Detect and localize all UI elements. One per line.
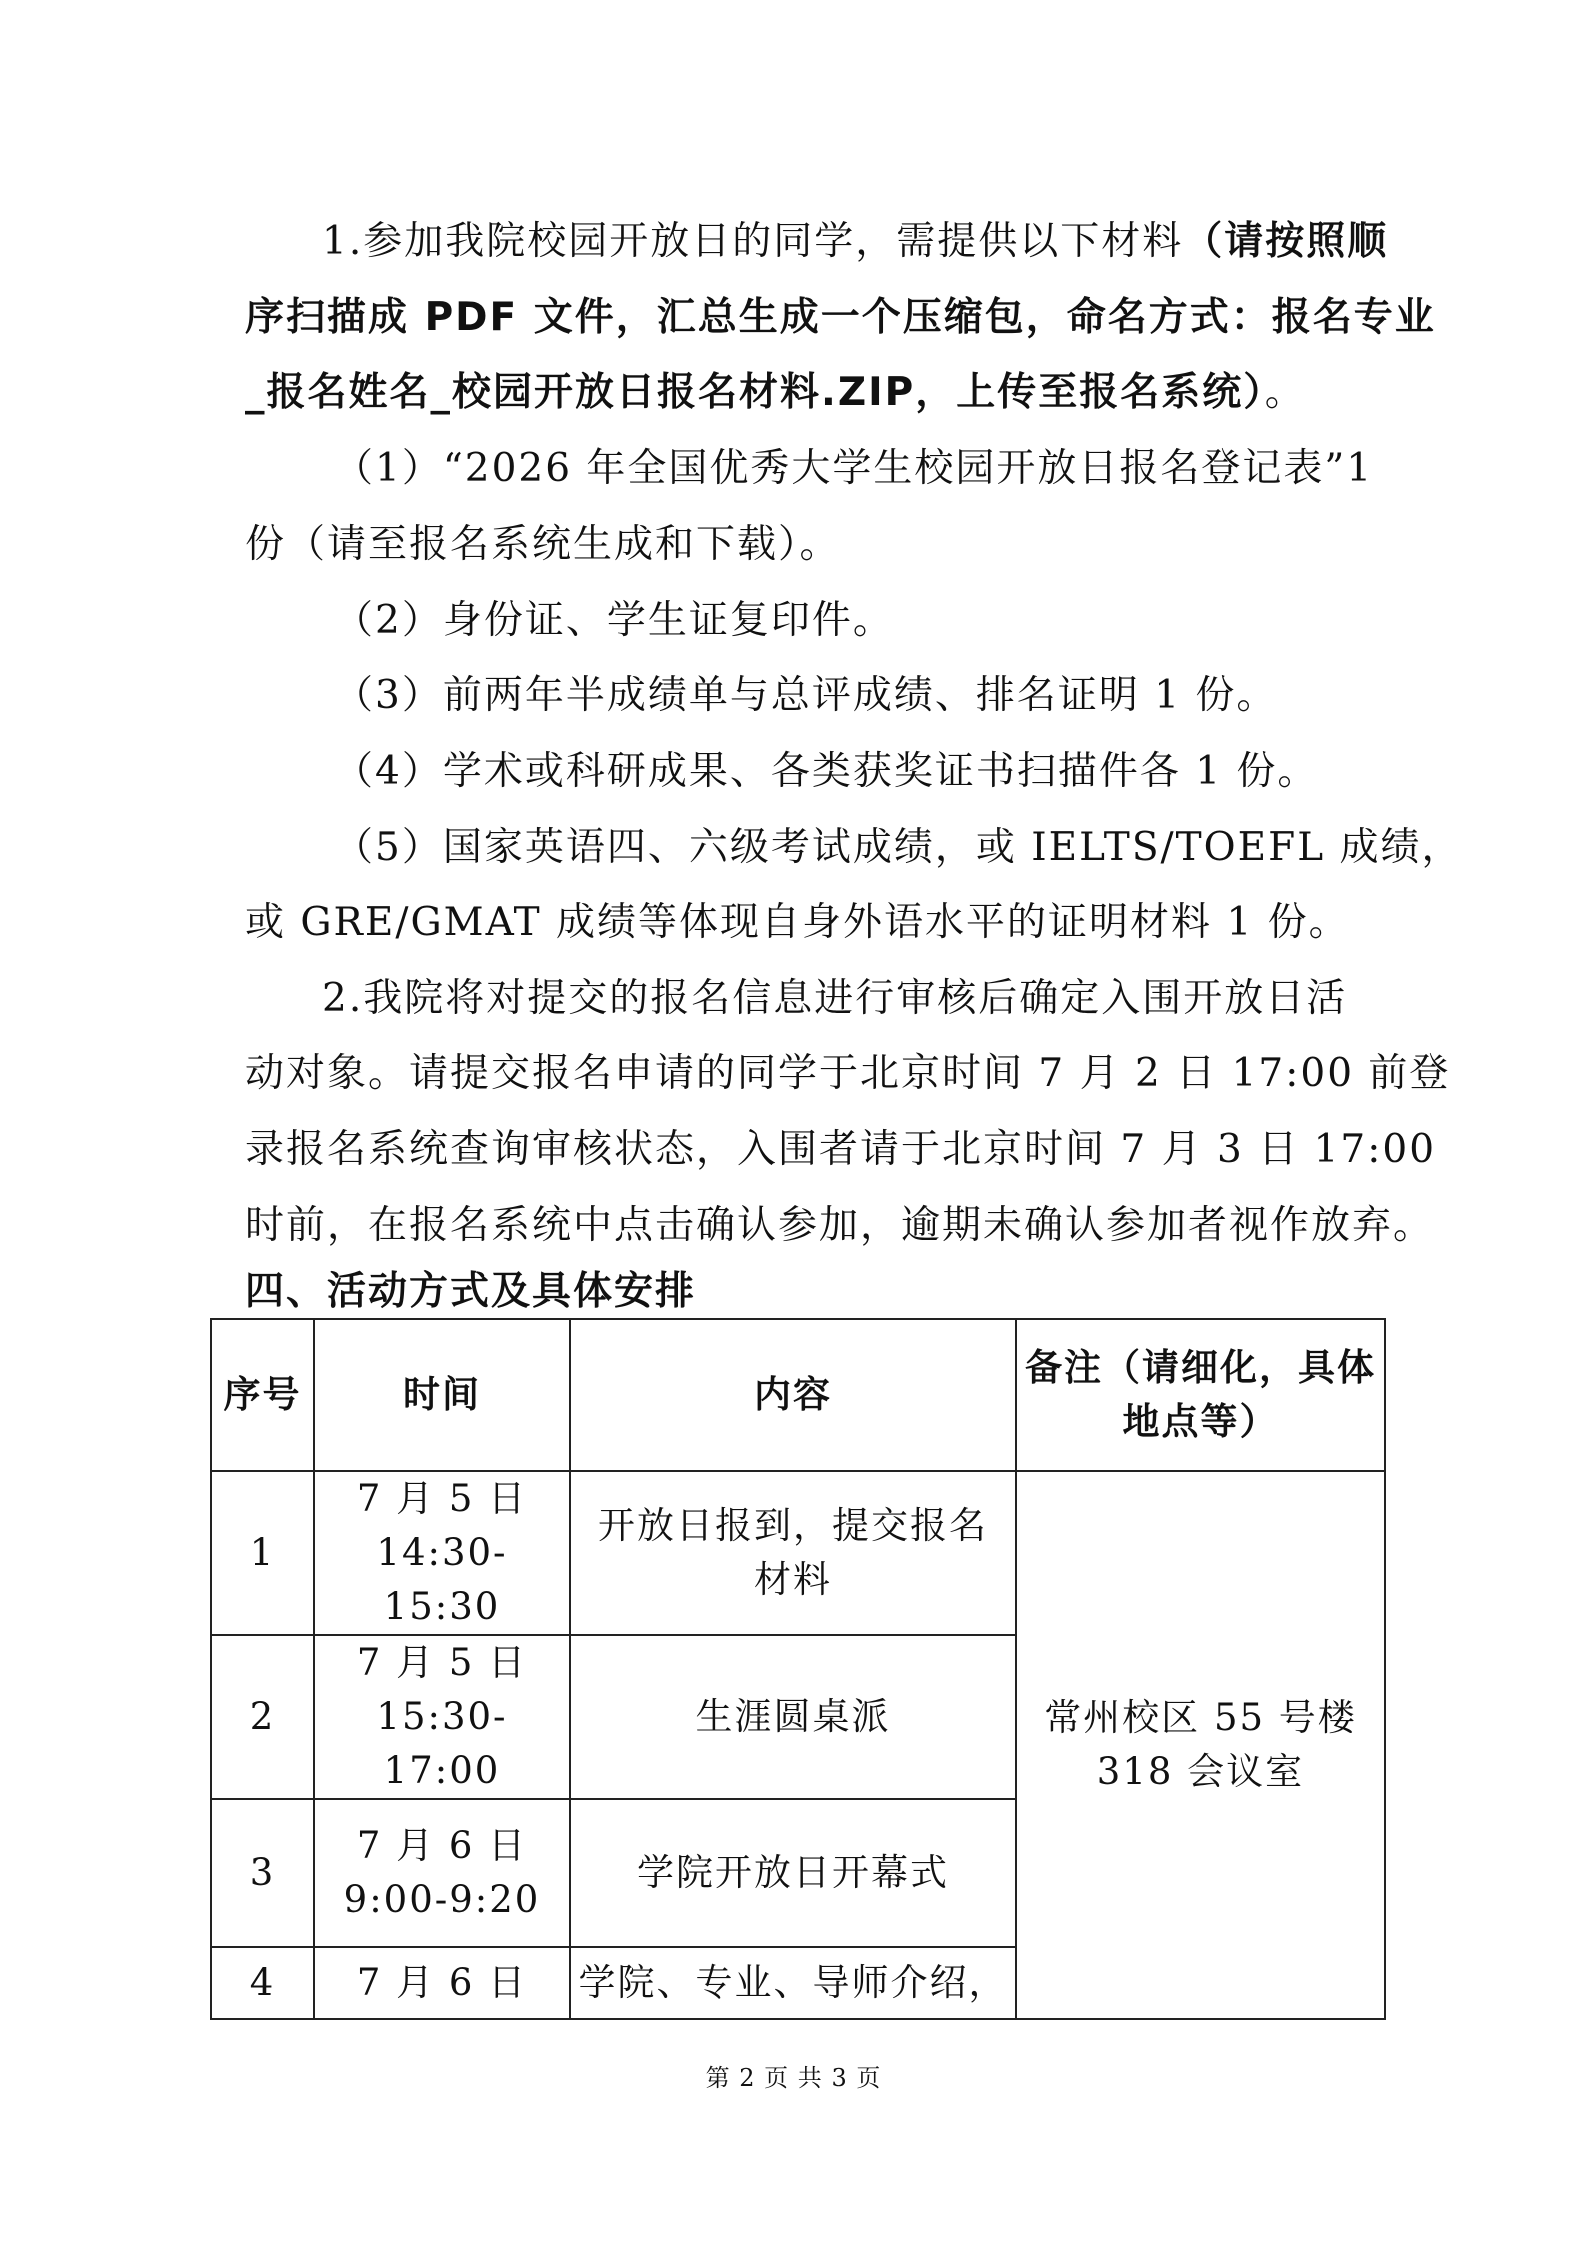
table-row bbox=[211, 1471, 1385, 1635]
merged-note-line2: 318 会议室 bbox=[1096, 1750, 1305, 1793]
item2-line3: 录报名系统查询审核状态，入围者请于北京时间 7 月 3 日 17:00 bbox=[245, 1127, 1437, 1172]
item1-line1-bold: （请按照顺 bbox=[1183, 219, 1389, 264]
schedule-table bbox=[210, 1318, 1386, 2020]
material-1-line2: 份（请至报名系统生成和下载）。 bbox=[245, 522, 841, 567]
material-5-line2: 或 GRE/GMAT 成绩等体现自身外语水平的证明材料 1 份。 bbox=[245, 900, 1350, 945]
row-time: 14:30-15:30 bbox=[376, 1531, 508, 1628]
row-content-cell: 学院、专业、导师介绍， bbox=[570, 1947, 1016, 2019]
row-time: 9:00-9:20 bbox=[343, 1878, 541, 1921]
row-seq: 3 bbox=[211, 1799, 314, 1947]
material-4: （4）学术或科研成果、各类获奖证书扫描件各 1 份。 bbox=[334, 749, 1319, 794]
row-time-cell bbox=[314, 1799, 570, 1947]
row-seq: 4 bbox=[211, 1947, 314, 2019]
row-date: 7 月 6 日 bbox=[356, 1824, 528, 1867]
material-2: （2）身份证、学生证复印件。 bbox=[334, 598, 894, 643]
item1-line3-bold: _报名姓名_校园开放日报名材料.ZIP，上传至报名系统） bbox=[245, 370, 1265, 415]
row-date: 7 月 5 日 bbox=[356, 1641, 528, 1684]
row-time-cell bbox=[314, 1635, 570, 1799]
merged-note-cell bbox=[1016, 1471, 1385, 2019]
row-date: 7 月 6 日 bbox=[314, 1947, 570, 2019]
header-note-line1: 备注（请细化，具体 bbox=[1025, 1346, 1376, 1389]
row-time-cell bbox=[314, 1471, 570, 1635]
material-5-line1: （5）国家英语四、六级考试成绩，或 IELTS/TOEFL 成绩， bbox=[334, 825, 1463, 870]
header-note-line2: 地点等） bbox=[1122, 1400, 1279, 1443]
row-seq: 2 bbox=[211, 1635, 314, 1799]
row-content-line1: 开放日报到，提交报名 bbox=[598, 1504, 988, 1547]
header-note bbox=[1016, 1319, 1385, 1471]
row-time: 15:30-17:00 bbox=[376, 1695, 508, 1792]
row-content-line2: 材料 bbox=[754, 1558, 832, 1601]
row-seq: 1 bbox=[211, 1471, 314, 1635]
page-number-footer: 第 2 页 共 3 页 bbox=[705, 2064, 882, 2092]
header-seq: 序号 bbox=[211, 1319, 314, 1471]
table-header-row bbox=[211, 1319, 1385, 1471]
material-1-line1: （1）“2026 年全国优秀大学生校园开放日报名登记表”1 bbox=[334, 446, 1374, 491]
header-time: 时间 bbox=[314, 1319, 570, 1471]
section4-heading: 四、活动方式及具体安排 bbox=[245, 1269, 697, 1314]
item2-line1: 2.我院将对提交的报名信息进行审核后确定入围开放日活 bbox=[322, 976, 1348, 1021]
item2-line4: 时前，在报名系统中点击确认参加，逾期未确认参加者视作放弃。 bbox=[245, 1203, 1435, 1248]
merged-note-line1: 常州校区 55 号楼 bbox=[1044, 1696, 1357, 1739]
row-content-cell: 生涯圆桌派 bbox=[570, 1635, 1016, 1799]
item1-line2: 序扫描成 PDF 文件，汇总生成一个压缩包，命名方式：报名专业 bbox=[245, 295, 1436, 340]
item2-line2: 动对象。请提交报名申请的同学于北京时间 7 月 2 日 17:00 前登 bbox=[245, 1051, 1451, 1096]
row-date: 7 月 5 日 bbox=[356, 1477, 528, 1520]
item1-line1 bbox=[322, 214, 1388, 270]
header-content: 内容 bbox=[570, 1319, 1016, 1471]
item1-line3-plain: 。 bbox=[1264, 370, 1306, 415]
row-content-cell: 学院开放日开幕式 bbox=[570, 1799, 1016, 1947]
row-content-cell bbox=[570, 1471, 1016, 1635]
item1-line3 bbox=[245, 365, 1306, 421]
item1-line1-plain: 1.参加我院校园开放日的同学，需提供以下材料 bbox=[322, 219, 1184, 264]
material-3: （3）前两年半成绩单与总评成绩、排名证明 1 份。 bbox=[334, 673, 1278, 718]
